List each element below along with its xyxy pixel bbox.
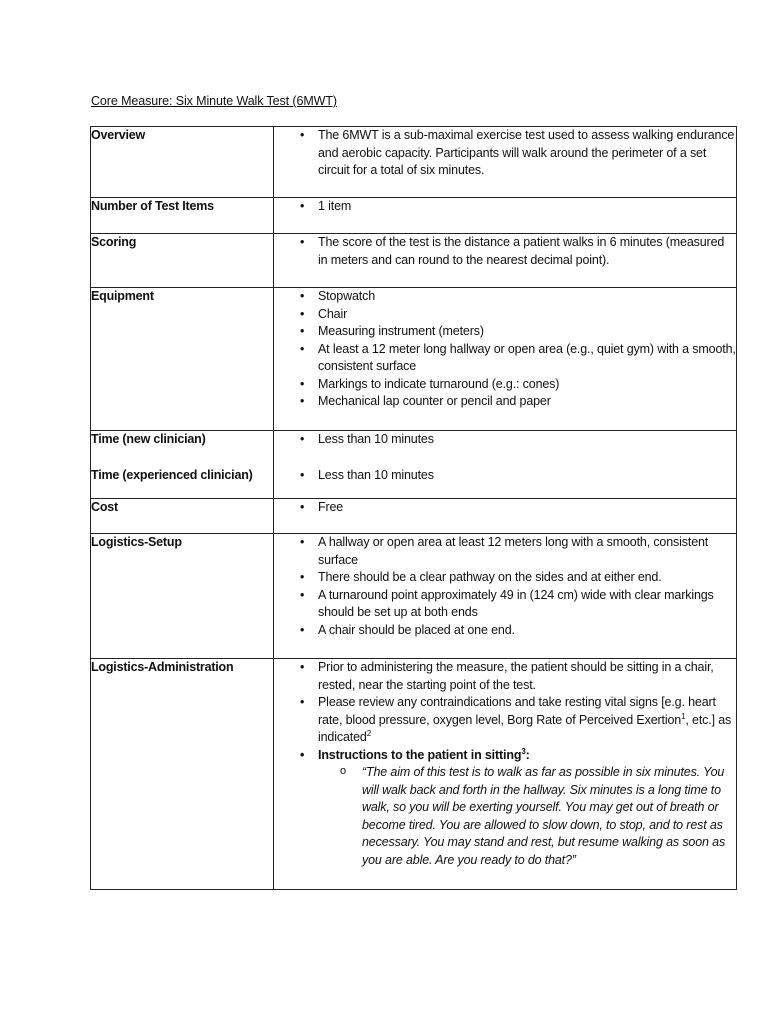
label-time-experienced: Time (experienced clinician) — [91, 467, 253, 482]
measure-table — [90, 126, 737, 890]
row-logistics-administration — [91, 659, 737, 890]
content-logistics-setup — [274, 534, 737, 659]
content-logistics-administration — [274, 659, 737, 890]
list-item: • At least a 12 meter long hallway or open area (e.g., quiet gym) with a smooth, consistent surface — [274, 341, 736, 376]
instruction-quote: o “The aim of this test is to walk as far as possible in six minutes. You will walk back and forth in the hallway. Six minutes is a long time to walk, so you will be exerting yourself. You may get out of breath or become tired. You are allowed to slow down, to stop, and to rest as necessary. You may stand and rest, but resume walking as soon as you are able. Are you ready to do that?” — [318, 764, 736, 869]
list-item — [274, 747, 736, 870]
footnote-ref: 1 — [681, 711, 686, 721]
row-cost — [91, 499, 737, 534]
list-item: • Less than 10 minutes — [274, 467, 736, 485]
list-item: • A turnaround point approximately 49 in (124 cm) wide with clear markings should be set up at both ends — [274, 587, 736, 622]
footnote-ref: 2 — [366, 728, 371, 738]
content-number-of-test-items — [274, 198, 737, 234]
row-logistics-setup — [91, 534, 737, 659]
document-title: Core Measure: Six Minute Walk Test (6MWT) — [91, 94, 337, 108]
vital-signs-text: Please review any contraindications and take resting vital signs [e.g. heart rate, blood pressure, oxygen level, Borg Rate of Perceived Exertion — [318, 695, 716, 727]
label-cost: Cost — [91, 499, 274, 534]
label-time — [91, 431, 274, 499]
list-item: • The 6MWT is a sub-maximal exercise test used to assess walking endurance and aerobic capacity. Participants will walk around the perimeter of a set circuit for a total of six minutes. — [274, 127, 736, 180]
list-item: • Free — [274, 499, 736, 517]
label-number-of-test-items: Number of Test Items — [91, 198, 274, 234]
vital-signs-text-cont: , etc.] as indicated — [318, 712, 732, 744]
row-time — [91, 431, 737, 499]
content-cost — [274, 499, 737, 534]
label-time-new: Time (new clinician) — [91, 432, 206, 446]
list-item: • Prior to administering the measure, the patient should be sitting in a chair, rested, near the starting point of the test. — [274, 659, 736, 694]
list-item — [274, 694, 736, 747]
list-item: • Mechanical lap counter or pencil and paper — [274, 393, 736, 411]
content-scoring — [274, 234, 737, 288]
footnote-ref: 3 — [521, 746, 526, 756]
content-overview — [274, 127, 737, 198]
instructions-colon: : — [525, 747, 530, 762]
list-item: • A chair should be placed at one end. — [274, 622, 736, 640]
label-scoring: Scoring — [91, 234, 274, 288]
label-logistics-administration: Logistics-Administration — [91, 659, 274, 890]
list-item: • The score of the test is the distance a patient walks in 6 minutes (measured in meters and can round to the nearest decimal point). — [274, 234, 736, 269]
label-logistics-setup: Logistics-Setup — [91, 534, 274, 659]
row-scoring — [91, 234, 737, 288]
list-item: • Markings to indicate turnaround (e.g.: cones) — [274, 376, 736, 394]
label-overview: Overview — [91, 127, 274, 198]
list-item: • 1 item — [274, 198, 736, 216]
list-item: • A hallway or open area at least 12 meters long with a smooth, consistent surface — [274, 534, 736, 569]
list-item: • Chair — [274, 306, 736, 324]
list-item: • Less than 10 minutes — [274, 431, 736, 449]
list-item: • There should be a clear pathway on the sides and at either end. — [274, 569, 736, 587]
row-overview — [91, 127, 737, 198]
content-equipment — [274, 288, 737, 431]
row-equipment — [91, 288, 737, 431]
label-equipment: Equipment — [91, 288, 274, 431]
list-item: • Measuring instrument (meters) — [274, 323, 736, 341]
instructions-heading: Instructions to the patient in sitting — [318, 747, 522, 762]
row-number-of-test-items — [91, 198, 737, 234]
list-item: • Stopwatch — [274, 288, 736, 306]
content-time — [274, 431, 737, 499]
